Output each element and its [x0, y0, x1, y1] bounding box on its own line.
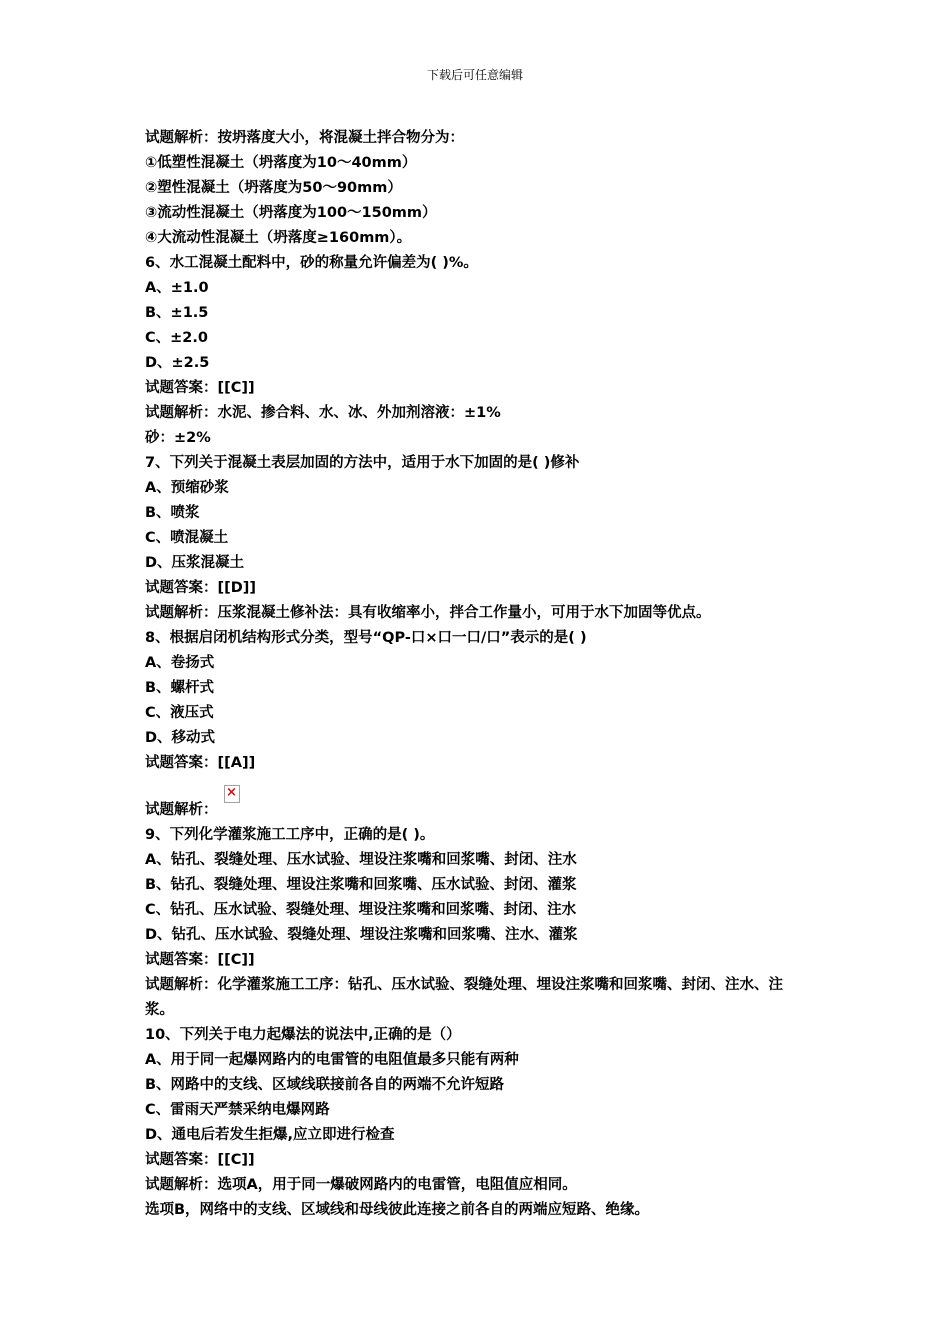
option-a: A、用于同一起爆网路内的电雷管的电阻值最多只能有两种: [145, 1052, 519, 1068]
option-b: B、钻孔、裂缝处理、埋设注浆嘴和回浆嘴、压水试验、封闭、灌浆: [145, 877, 577, 893]
broken-image-icon: [224, 785, 240, 803]
answer: 试题答案：[[C]]: [145, 1152, 255, 1168]
document-body: [145, 126, 810, 1223]
option-a: A、钻孔、裂缝处理、压水试验、埋设注浆嘴和回浆嘴、封闭、注水: [145, 852, 577, 868]
analysis-slump-intro: 试题解析：按坍落度大小，将混凝土拌合物分为：: [145, 130, 464, 146]
option-d: D、通电后若发生拒爆,应立即进行检查: [145, 1127, 395, 1143]
option-d: D、压浆混凝土: [145, 555, 245, 571]
analysis-with-image: [145, 776, 810, 823]
analysis: 试题解析：压浆混凝土修补法：具有收缩率小，拌合工作量小，可用于水下加固等优点。: [145, 605, 711, 621]
answer: 试题答案：[[C]]: [145, 952, 255, 968]
option-d: D、钻孔、压水试验、裂缝处理、埋设注浆嘴和回浆嘴、注水、灌浆: [145, 927, 578, 943]
list-item: ②塑性混凝土（坍落度为50～90mm）: [145, 180, 402, 196]
question-8: 8、根据启闭机结构形式分类，型号“QP-口×口一口/口”表示的是( ): [145, 630, 587, 646]
page-header: 下载后可任意编辑: [426, 68, 523, 82]
analysis: 试题解析：水泥、掺合料、水、冰、外加剂溶液：±1%: [145, 405, 501, 421]
analysis-label: 试题解析：: [145, 802, 218, 818]
answer: 试题答案：[[D]]: [145, 580, 257, 596]
analysis-continued: 砂：±2%: [145, 430, 211, 446]
option-a: A、预缩砂浆: [145, 480, 229, 496]
analysis: 试题解析：化学灌浆施工工序：钻孔、压水试验、裂缝处理、埋设注浆嘴和回浆嘴、封闭、注水、注浆。: [145, 977, 783, 1018]
answer: 试题答案：[[C]]: [145, 380, 255, 396]
option-b: B、网路中的支线、区域线联接前各自的两端不允许短路: [145, 1077, 505, 1093]
option-a: A、卷扬式: [145, 655, 215, 671]
analysis-continued: 选项B，网络中的支线、区域线和母线彼此连接之前各自的两端应短路、绝缘。: [145, 1202, 650, 1218]
list-item: ①低塑性混凝土（坍落度为10～40mm）: [145, 155, 417, 171]
option-c: C、±2.0: [145, 330, 208, 346]
answer: 试题答案：[[A]]: [145, 755, 256, 771]
option-b: B、±1.5: [145, 305, 209, 321]
question-6: 6、水工混凝土配料中，砂的称量允许偏差为( )%。: [145, 255, 478, 271]
list-item: ④大流动性混凝土（坍落度≥160mm）。: [145, 230, 412, 246]
option-d: D、移动式: [145, 730, 216, 746]
option-c: C、钻孔、压水试验、裂缝处理、埋设注浆嘴和回浆嘴、封闭、注水: [145, 902, 577, 918]
option-c: C、喷混凝土: [145, 530, 229, 546]
list-item: ③流动性混凝土（坍落度为100～150mm）: [145, 205, 437, 221]
option-a: A、±1.0: [145, 280, 209, 296]
option-c: C、液压式: [145, 705, 214, 721]
question-10: 10、下列关于电力起爆法的说法中,正确的是（）: [145, 1027, 461, 1043]
question-7: 7、下列关于混凝土表层加固的方法中，适用于水下加固的是( )修补: [145, 455, 580, 471]
analysis: 试题解析：选项A，用于同一爆破网路内的电雷管，电阻值应相同。: [145, 1177, 577, 1193]
option-d: D、±2.5: [145, 355, 210, 371]
option-b: B、螺杆式: [145, 680, 215, 696]
option-c: C、雷雨天严禁采纳电爆网路: [145, 1102, 330, 1118]
question-9: 9、下列化学灌浆施工工序中，正确的是( )。: [145, 827, 435, 843]
option-b: B、喷浆: [145, 505, 200, 521]
